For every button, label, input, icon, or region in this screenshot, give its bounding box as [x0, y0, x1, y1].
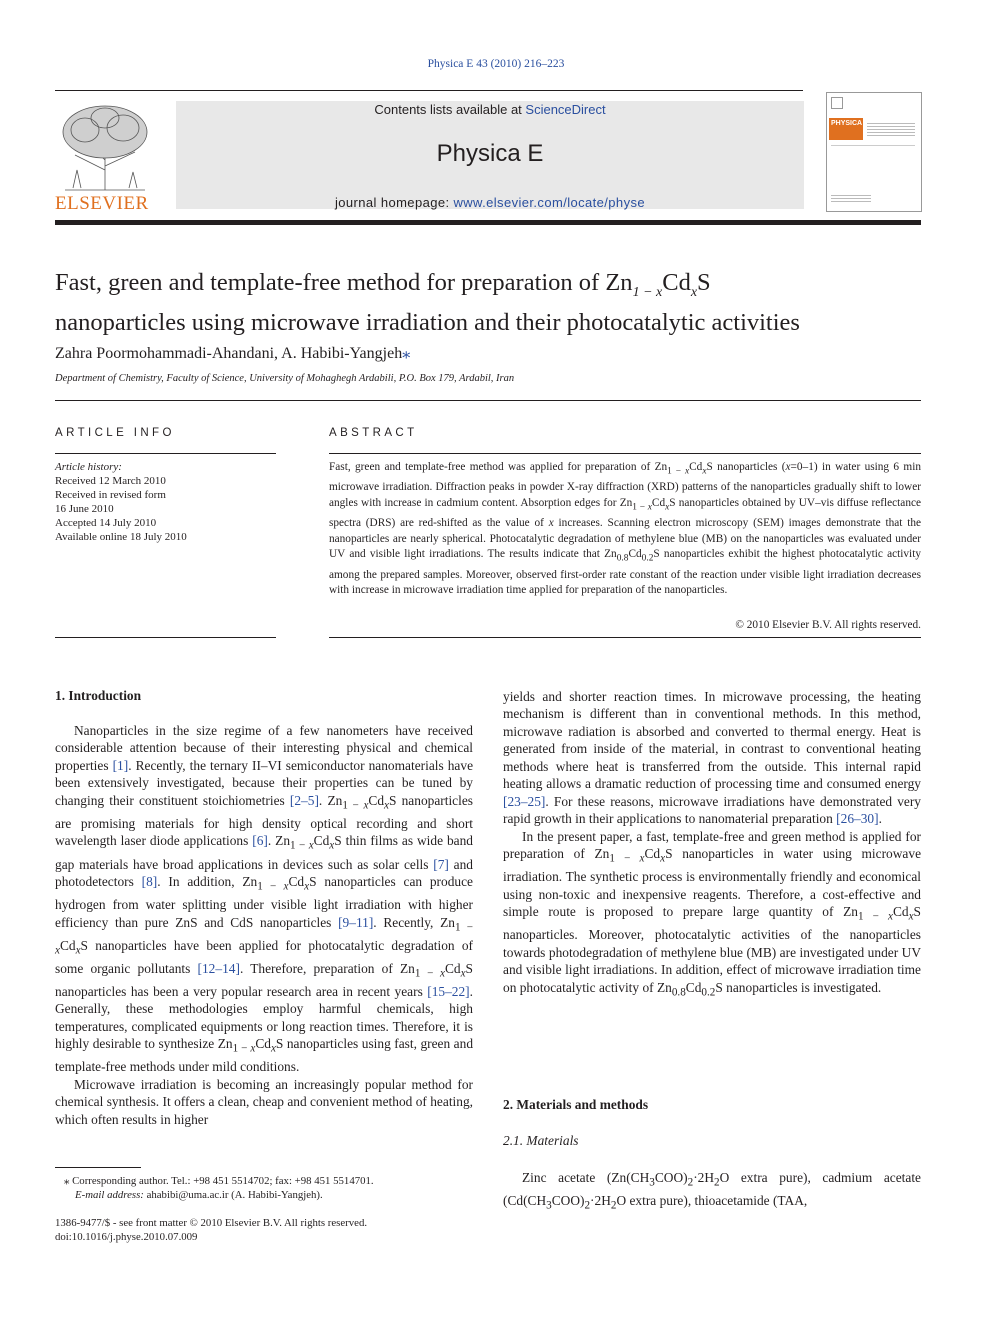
title-subscript-1: 1 − x — [632, 284, 663, 300]
sciencedirect-link[interactable]: ScienceDirect — [525, 102, 606, 117]
elsevier-tree-logo — [55, 100, 155, 192]
ref-link[interactable]: [9–11] — [338, 914, 374, 930]
history-item: 16 June 2010 — [55, 503, 114, 515]
history-item: Accepted 14 July 2010 — [55, 517, 157, 529]
journal-title: Physica E — [436, 140, 544, 167]
article-history — [55, 460, 187, 544]
elsevier-wordmark: ELSEVIER — [55, 193, 149, 214]
history-item: Received in revised form — [55, 489, 166, 501]
footnote-rule — [55, 1167, 141, 1168]
ref-link[interactable]: [6] — [252, 833, 268, 849]
header-top-rule — [55, 90, 803, 91]
intro-paragraph-3: In the present paper, a fast, template-free and green method is applied for preparation of $Zn_{1 - x}Cd_xS$ nanoparticles in water using microwave irradiation. The synthetic process is environmentally friendly and economical using non-toxic and inexpensive reagents. Therefore, a cost-effective and simple route is proposed to prepare large quantity of $Zn_{1 - x}Cd_xS$ nanoparticles. Moreover, photocatalytic activities of the nanoparticles towards photodegradation of methylene blue (MB) are investigated under UV and visible light irradiations. In addition, effect of microwave irradiation time on photocatalytic activity of $Zn_{0.8}Cd_{0.2}S$ nanoparticles is investigated. — [503, 828, 922, 999]
homepage-line — [176, 195, 804, 210]
authors — [55, 343, 410, 363]
ref-link[interactable]: [23–25] — [503, 793, 546, 809]
abstract-heading: ABSTRACT — [329, 427, 418, 439]
abstract-copyright: © 2010 Elsevier B.V. All rights reserved. — [735, 619, 921, 631]
intro-paragraph-1: Nanoparticles in the size regime of a few nanometers have received considerable attention because of their interesting physical and chemical properties [1]. Recently, the ternary II–VI semiconductor nanomaterials have been extensively investigated, because their properties can be tuned by changing their constituent stoichiometries [2–5]. $Zn_{1 - x}Cd_xS$ nanoparticles are promising materials for high density optical recording and short wavelength laser diode applications [6]. $Zn_{1 - x}Cd_xS$ thin films as wide band gap materials have broad applications in devices such as solar cells [7] and photodetectors [8]. In addition, $Zn_{1 - x}Cd_xS$ nanoparticles can produce hydrogen from water splitting under visible light irradiation with higher efficiency than pure ZnS and CdS nanoparticles [9–11]. Recently, $Zn_{1 - x}Cd_xS$ nanoparticles have been applied for photocatalytic degradation of some organic pollutants [12–14]. Therefore, preparation of $Zn_{1 - x}Cd_xS$ nanoparticles has been a very popular research area in recent years [15–22]. Generally, these methodologies employ harmful chemicals, high temperatures, complicated equipments or long reaction times. Therefore, it is highly desirable to synthesize $Zn_{1 - x}Cd_xS$ nanoparticles using fast, green and template-free methods under mild conditions. — [55, 723, 474, 1075]
materials-text — [503, 1169, 921, 1215]
ref-link[interactable]: [1] — [112, 757, 129, 773]
ref-link[interactable]: [7] — [433, 856, 449, 872]
cover-rule — [831, 145, 915, 146]
ref-link[interactable]: [26–30] — [836, 811, 879, 827]
title-part-2: Cd — [662, 269, 691, 296]
corresponding-footnote: ⁎ Corresponding author. Tel.: +98 451 5514702; fax: +98 451 5514701. — [64, 1175, 374, 1187]
journal-citation[interactable]: Physica E 43 (2010) 216–223 — [427, 58, 565, 70]
email-address[interactable]: ahabibi@uma.ac.ir (A. Habibi-Yangjeh). — [143, 1189, 323, 1201]
history-item: Received 12 March 2010 — [55, 475, 166, 487]
info-bottom-rule — [55, 637, 276, 638]
contents-line — [176, 102, 804, 117]
cover-footer — [831, 193, 871, 203]
cover-title: PHYSICA — [831, 120, 863, 127]
journal-cover — [826, 92, 922, 212]
homepage-prefix: journal homepage: — [334, 195, 454, 210]
title-part-3: S — [697, 269, 711, 296]
intro-column-left — [55, 722, 473, 1128]
history-item: Available online 18 July 2010 — [55, 531, 187, 543]
title-subscript-2: x — [690, 284, 698, 300]
title-part-1: Fast, green and template-free method for preparation of Zn — [55, 269, 633, 296]
history-label: Article history: — [55, 461, 122, 473]
contents-prefix: Contents lists available at — [374, 102, 526, 117]
affiliation: Department of Chemistry, Faculty of Science, University of Mohaghegh Ardabili, P.O. Box 179, Ardabil, Iran — [55, 373, 515, 384]
ref-link[interactable]: [8] — [141, 873, 158, 889]
title-line-2: nanoparticles using microwave irradiation and their photocatalytic activities — [55, 308, 800, 336]
author-names: Zahra Poormohammadi-Ahandani, A. Habibi-Yangjeh — [55, 345, 403, 362]
email-label: E-mail address: — [75, 1189, 144, 1201]
intro-paragraph-2: Microwave irradiation is becoming an increasingly popular method for chemical synthesis. It offers a clean, cheap and convenient method of heating, which often results in higher — [55, 1076, 473, 1127]
intro-paragraph-2-cont: yields and shorter reaction times. In microwave processing, the heating mechanism is different than in conventional methods. In this method, microwave radiation is absorbed and converted to thermal energy. Heat is generated from inside of the material, in contrast to conventional heating methods where heat is transferred from the outside. This internal rapid heating allows a dramatic reduction of processing time and consumed energy [23–25]. For these reasons, microwave irradiations have demonstrated very rapid growth in their applications to nanomaterial preparation [26–30]. — [503, 689, 921, 827]
ref-link[interactable]: [15–22] — [427, 983, 470, 999]
corresponding-author-mark[interactable]: ⁎ — [402, 345, 411, 362]
issn-line: 1386-9477/$ - see front matter © 2010 Elsevier B.V. All rights reserved. — [55, 1217, 368, 1229]
materials-heading: 2.1. Materials — [503, 1133, 579, 1148]
header-thick-rule — [55, 220, 921, 225]
intro-column-right — [503, 688, 921, 1002]
homepage-link[interactable]: www.elsevier.com/locate/physe — [453, 195, 645, 210]
info-top-rule — [55, 400, 921, 401]
abstract-rule — [329, 453, 921, 454]
info-rule — [55, 453, 276, 454]
article-info-heading: ARTICLE INFO — [55, 427, 175, 439]
materials-paragraph: Zinc acetate ($Zn(CH_3COO)_2\cdot 2H_2O$ extra pure), cadmium acetate ($Cd(CH_3COO)_2\cdot 2H_2O$ extra pure), thioacetamide (TAA, — [503, 1170, 921, 1212]
intro-heading: 1. Introduction — [55, 688, 142, 703]
ref-link[interactable]: [12–14] — [197, 960, 240, 976]
abstract-text: Fast, green and template-free method was applied for preparation of $Zn_{1 - x}Cd_xS$ nanoparticles (x=0–1) in water using 6 min microwave irradiation. Diffraction peaks in powder X-ray diffraction (XRD) patterns of the nanoparticles gradually shift to lower angles with increase in cadmium content. Absorption edges for $Zn_{1 - x}Cd_xS$ nanoparticles obtained by UV–vis diffuse reflectance spectra (DRS) are red-shifted as the value of x increases. Scanning electron microscopy (SEM) images demonstrate that the nanoparticles are nearly spherical. Photocatalytic degradation of methylene blue (MB) on the nanoparticles was evaluated under UV and visible light irradiations. The results indicate that $Zn_{0.8}Cd_{0.2}S$ nanoparticles exhibit the highest photocatalytic activity among the prepared samples. Moreover, observed first-order rate constant of the reaction under visible light irradiation decreases with increase in microwave irradiation time applied for preparation of the nanoparticles. — [329, 461, 922, 597]
article-title — [55, 268, 935, 338]
ref-link[interactable]: [2–5] — [289, 792, 319, 808]
methods-heading: 2. Materials and methods — [503, 1097, 649, 1112]
cover-text-block — [867, 121, 915, 137]
abstract-bottom-rule — [329, 637, 921, 638]
email-footnote — [75, 1188, 323, 1202]
doi-line[interactable]: doi:10.1016/j.physe.2010.07.009 — [55, 1231, 198, 1243]
cover-logo-mark — [831, 97, 843, 109]
